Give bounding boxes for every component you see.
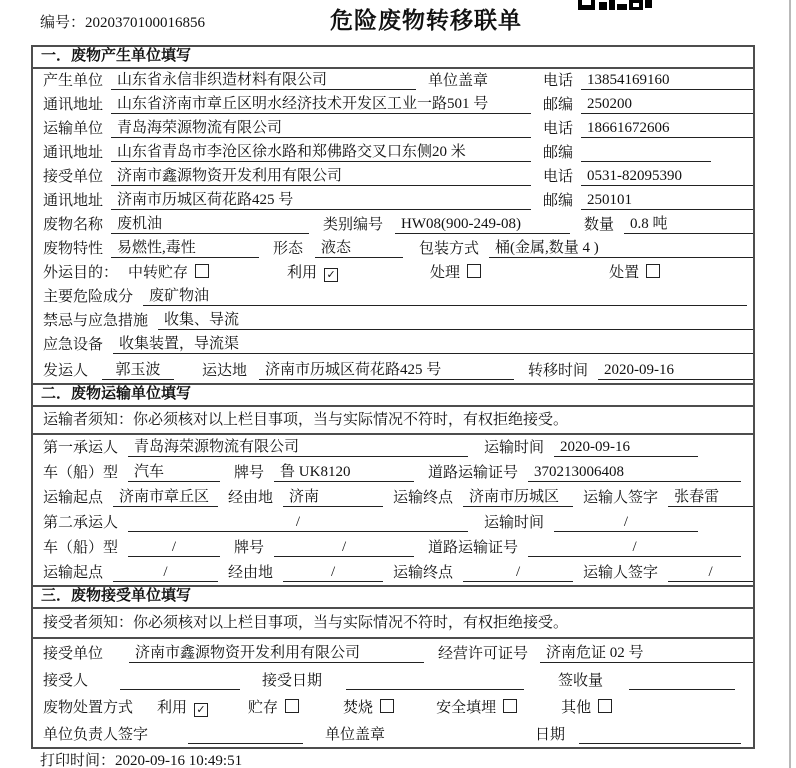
hazard-value: 废矿物油 (143, 284, 747, 306)
time-value: 2020-09-16 (554, 439, 698, 457)
qty-value: 0.8 吨 (624, 212, 753, 234)
signed-qty-value (629, 673, 735, 690)
checkbox-utilize: ✓ (194, 703, 208, 717)
option-label: 其他 (561, 700, 592, 716)
waste-character-row (33, 237, 753, 261)
doc-number (40, 11, 205, 32)
option-label: 焚烧 (343, 700, 374, 716)
plate-value: 鲁 UK8120 (274, 460, 414, 482)
waste-name-value: 废机油 (111, 212, 309, 234)
field-label: 运输单位 (43, 121, 104, 137)
disposal-row (33, 693, 753, 720)
field-label: 主要危险成分 (43, 289, 134, 305)
field-label: 通讯地址 (43, 193, 104, 209)
date-label: 日期 (535, 727, 566, 743)
field-label: 接受单位 (43, 169, 104, 185)
end-value: / (463, 564, 573, 582)
zip-value (581, 145, 711, 162)
end-label: 运输终点 (393, 565, 454, 581)
origin-value: 济南市章丘区 (113, 485, 218, 507)
vehicle-value: / (128, 539, 220, 557)
vehicle2-row (33, 535, 753, 560)
field-label: 禁忌与应急措施 (43, 313, 149, 329)
sign-value: 张春雷 (668, 485, 753, 507)
disposal-option (436, 696, 517, 717)
section2-header: 二．废物运输单位填写 (33, 383, 753, 407)
license-label: 道路运输证号 (428, 540, 519, 556)
responsible-row (33, 720, 753, 747)
print-time-label: 打印时间： (40, 753, 116, 768)
time-value: / (554, 514, 698, 532)
field-label: 废物处置方式 (43, 700, 134, 716)
zip-label: 邮编 (542, 97, 573, 113)
sign-label: 运输人签字 (583, 565, 659, 581)
field-label: 产生单位 (43, 73, 104, 89)
accept-date-value (346, 673, 524, 690)
plate-label: 牌号 (234, 465, 265, 481)
purpose-row (33, 261, 753, 285)
field-label: 通讯地址 (43, 97, 104, 113)
dest-value: 济南市历城区荷花路425 号 (259, 358, 514, 380)
acceptor-value (120, 673, 240, 690)
checkbox-store (285, 699, 299, 713)
receiver-value: 济南市鑫源物资开发利用有限公司 (111, 164, 531, 186)
carrier1-row (33, 435, 753, 460)
field-label: 单位负责人签字 (43, 727, 149, 743)
permit-value: 济南危证 02 号 (540, 641, 753, 663)
accept-unit-row (33, 639, 753, 666)
permit-label: 经营许可证号 (438, 646, 529, 662)
plate-label: 牌号 (234, 540, 265, 556)
shipper-row (33, 357, 753, 383)
plate-value: / (274, 539, 414, 557)
purpose-option (128, 261, 209, 282)
end-value: 济南市历城区 (463, 485, 573, 507)
signed-qty-label: 签收量 (558, 673, 604, 689)
license-label: 道路运输证号 (428, 465, 519, 481)
producer-value: 山东省永信非织造材料有限公司 (111, 68, 416, 90)
sign-label: 运输人签字 (583, 490, 659, 506)
field-label: 车（船）型 (43, 465, 119, 481)
hazard-row (33, 285, 753, 309)
address-value: 济南市历城区荷花路425 号 (111, 188, 531, 210)
page-right-edge (789, 0, 791, 768)
seal-label: 单位盖章 (325, 727, 386, 743)
time-label: 运输时间 (484, 515, 545, 531)
field-label: 通讯地址 (43, 145, 104, 161)
receiver-address-row (33, 189, 753, 213)
phone-value: 0531-82095390 (581, 168, 753, 186)
transporter-row (33, 117, 753, 141)
form-value: 液态 (315, 236, 403, 258)
zip-value: 250101 (581, 192, 753, 210)
option-label: 安全填埋 (436, 700, 497, 716)
time-label: 运输时间 (484, 440, 545, 456)
field-label: 第二承运人 (43, 515, 119, 531)
vehicle1-row (33, 460, 753, 485)
print-time-value: 2020-09-16 10:49:51 (115, 753, 243, 768)
carrier2-value: / (128, 514, 468, 532)
packing-value: 桶(金属,数量 4 ) (489, 236, 753, 258)
section3-header: 三．废物接受单位填写 (33, 585, 753, 609)
character-value: 易燃性,毒性 (111, 236, 259, 258)
via-value: 济南 (283, 485, 383, 507)
checkbox-landfill (503, 699, 517, 713)
form-label: 形态 (273, 241, 304, 257)
vehicle-value: 汽车 (128, 460, 220, 482)
address-value: 山东省济南市章丘区明水经济技术开发区工业一路501 号 (111, 92, 531, 114)
license-value: / (528, 539, 741, 557)
field-label: 发运人 (43, 363, 89, 379)
purpose-option (287, 261, 338, 282)
field-label: 废物特性 (43, 241, 104, 257)
disposal-option (561, 696, 612, 717)
transfer-time-label: 转移时间 (528, 363, 589, 379)
qty-label: 数量 (584, 217, 615, 233)
section1-header: 一．废物产生单位填写 (33, 47, 753, 69)
field-label: 接受单位 (43, 646, 104, 662)
checkbox-treat (467, 264, 481, 278)
dest-label: 运达地 (202, 363, 248, 379)
origin-value: / (113, 564, 218, 582)
field-label: 车（船）型 (43, 540, 119, 556)
transfer-time-value: 2020-09-16 (598, 362, 753, 380)
shipper-value: 郭玉波 (102, 358, 174, 380)
waste-name-row (33, 213, 753, 237)
disposal-option (248, 696, 299, 717)
via-label: 经由地 (228, 565, 274, 581)
equipment-row (33, 333, 753, 357)
checkbox-incinerate (380, 699, 394, 713)
transporter-address-row (33, 141, 753, 165)
field-label: 第一承运人 (43, 440, 119, 456)
producer-row (33, 69, 753, 93)
taboo-value: 收集、导流 (158, 308, 753, 330)
phone-value: 18661672606 (581, 120, 753, 138)
phone-label: 电话 (542, 73, 573, 89)
option-label: 处理 (430, 265, 461, 281)
option-label: 利用 (157, 700, 188, 716)
doc-number-value: 2020370100016856 (85, 15, 206, 31)
option-label: 利用 (287, 265, 318, 281)
carrier1-value: 青岛海荣源物流有限公司 (128, 435, 468, 457)
field-label: 废物名称 (43, 217, 104, 233)
purpose-option (430, 261, 481, 282)
taboo-row (33, 309, 753, 333)
producer-address-row (33, 93, 753, 117)
qr-code-fragment (578, 0, 652, 12)
sign-value: / (668, 564, 753, 582)
category-label: 类别编号 (323, 217, 384, 233)
accept-date-label: 接受日期 (262, 673, 323, 689)
acceptor-row (33, 666, 753, 693)
phone-value: 13854169160 (581, 72, 753, 90)
equipment-value: 收集装置，导流渠 (113, 332, 753, 354)
transporter-value: 青岛海荣源物流有限公司 (111, 116, 531, 138)
manifest-form (31, 45, 755, 749)
page-title: 危险废物转移联单 (330, 8, 522, 33)
phone-label: 电话 (542, 169, 573, 185)
option-label: 贮存 (248, 700, 279, 716)
seal-label: 单位盖章 (428, 73, 489, 89)
end-label: 运输终点 (393, 490, 454, 506)
zip-label: 邮编 (542, 145, 573, 161)
category-value: HW08(900-249-08) (395, 216, 570, 234)
checkbox-utilize: ✓ (324, 268, 338, 282)
checkbox-dispose (646, 264, 660, 278)
responsible-sign-value (188, 727, 303, 744)
via-value: / (283, 564, 383, 582)
packing-label: 包装方式 (419, 241, 480, 257)
route1-row (33, 485, 753, 510)
receiver-notice: 接受者须知：你必须核对以上栏目事项，当与实际情况不符时，有权拒绝接受。 (33, 609, 753, 639)
receiver-row (33, 165, 753, 189)
zip-value: 250200 (581, 96, 753, 114)
via-label: 经由地 (228, 490, 274, 506)
address-value: 山东省青岛市李沧区徐水路和郑佛路交叉口东侧20 米 (111, 140, 531, 162)
transporter-notice: 运输者须知：你必须核对以上栏目事项，当与实际情况不符时，有权拒绝接受。 (33, 407, 753, 435)
purpose-option (609, 261, 660, 282)
field-label: 运输起点 (43, 565, 104, 581)
print-time (40, 749, 242, 768)
option-label: 中转贮存 (128, 265, 189, 281)
field-label: 外运目的： (43, 265, 119, 281)
field-label: 应急设备 (43, 337, 104, 353)
checkbox-transfer-storage (195, 264, 209, 278)
disposal-option (157, 696, 208, 717)
phone-label: 电话 (542, 121, 573, 137)
carrier2-row (33, 510, 753, 535)
zip-label: 邮编 (542, 193, 573, 209)
license-value: 370213006408 (528, 464, 741, 482)
doc-number-label: 编号： (40, 15, 86, 31)
field-label: 接受人 (43, 673, 89, 689)
accept-unit-value: 济南市鑫源物资开发利用有限公司 (129, 641, 424, 663)
checkbox-other (598, 699, 612, 713)
route2-row (33, 560, 753, 585)
field-label: 运输起点 (43, 490, 104, 506)
option-label: 处置 (609, 265, 640, 281)
disposal-option (343, 696, 394, 717)
date-value (579, 727, 741, 744)
